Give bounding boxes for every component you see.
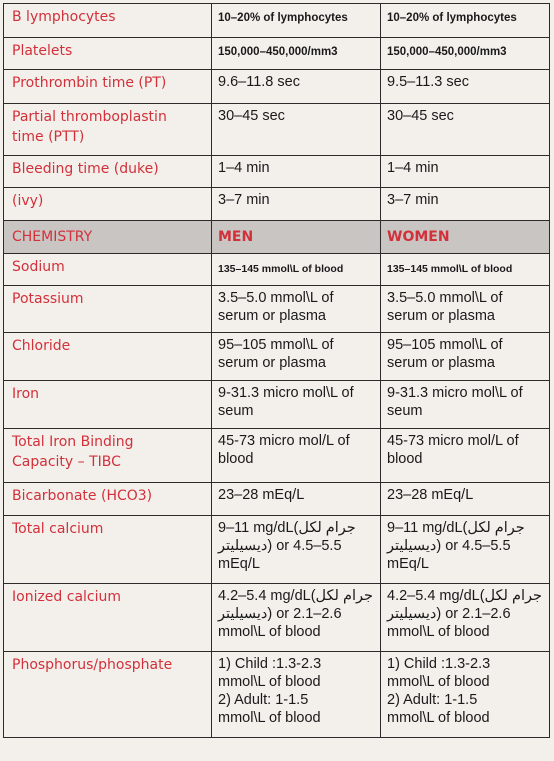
value-line: 9-31.3 micro mol\L of bbox=[387, 385, 523, 401]
value-line: 3.5–5.0 mmol\L of bbox=[218, 290, 334, 306]
women-value: 135–145 mmol\L of blood bbox=[381, 254, 550, 286]
men-value bbox=[212, 516, 381, 584]
value-line: mEq/L bbox=[387, 556, 429, 572]
value-line: ديسيليتر) or 4.5–5.5 bbox=[218, 538, 342, 554]
women-value bbox=[381, 381, 550, 429]
men-value bbox=[212, 286, 381, 333]
row-label: (ivy) bbox=[4, 188, 212, 221]
section-title: CHEMISTRY bbox=[4, 221, 212, 254]
row-label: Bleeding time (duke) bbox=[4, 156, 212, 188]
value-line: serum or plasma bbox=[218, 355, 326, 371]
women-value: 23–28 mEq/L bbox=[381, 483, 550, 516]
value-line: 95–105 mmol\L of bbox=[387, 337, 503, 353]
value-line: 45-73 micro mol/L of bbox=[387, 433, 519, 449]
value-line: ديسيليتر) or 4.5–5.5 bbox=[387, 538, 511, 554]
value-line: mEq/L bbox=[218, 556, 260, 572]
row-label: Potassium bbox=[4, 286, 212, 333]
value-line: 4.2–5.4 mg/dL(جرام لكل bbox=[218, 588, 373, 604]
row-label-line: Partial thromboplastin bbox=[12, 109, 167, 125]
table-row bbox=[4, 156, 550, 188]
women-value bbox=[381, 584, 550, 652]
row-label: Bicarbonate (HCO3) bbox=[4, 483, 212, 516]
value-line: serum or plasma bbox=[218, 308, 326, 324]
men-value bbox=[212, 584, 381, 652]
value-line: 45-73 micro mol/L of bbox=[218, 433, 350, 449]
row-label: Iron bbox=[4, 381, 212, 429]
women-value: 150,000–450,000/mm3 bbox=[381, 38, 550, 70]
men-value: 23–28 mEq/L bbox=[212, 483, 381, 516]
women-value: 3–7 min bbox=[381, 188, 550, 221]
table-row bbox=[4, 70, 550, 104]
row-label-line: Total Iron Binding bbox=[12, 434, 134, 450]
row-label: Platelets bbox=[4, 38, 212, 70]
women-value: 9.5–11.3 sec bbox=[381, 70, 550, 104]
value-line: mmol\L of blood bbox=[387, 710, 490, 726]
section-header-row bbox=[4, 221, 550, 254]
value-line: 2) Adult: 1-1.5 bbox=[218, 692, 309, 708]
men-value bbox=[212, 429, 381, 483]
row-label bbox=[4, 429, 212, 483]
table-row bbox=[4, 38, 550, 70]
row-label-line: time (PTT) bbox=[12, 129, 85, 145]
table-row bbox=[4, 286, 550, 333]
table-row bbox=[4, 381, 550, 429]
men-value: 10–20% of lymphocytes bbox=[212, 4, 381, 38]
value-line: 4.2–5.4 mg/dL(جرام لكل bbox=[387, 588, 542, 604]
men-value: 3–7 min bbox=[212, 188, 381, 221]
row-label: B lymphocytes bbox=[4, 4, 212, 38]
value-line: ديسيليتر) or 2.1–2.6 bbox=[387, 606, 511, 622]
women-value bbox=[381, 516, 550, 584]
value-line: seum bbox=[218, 403, 254, 419]
value-line: seum bbox=[387, 403, 423, 419]
men-value: 1–4 min bbox=[212, 156, 381, 188]
value-line: blood bbox=[218, 451, 254, 467]
table-row bbox=[4, 584, 550, 652]
men-value bbox=[212, 333, 381, 381]
table-row bbox=[4, 652, 550, 738]
value-line: mmol\L of blood bbox=[218, 710, 321, 726]
row-label: Ionized calcium bbox=[4, 584, 212, 652]
value-line: 3.5–5.0 mmol\L of bbox=[387, 290, 503, 306]
value-line: 95–105 mmol\L of bbox=[218, 337, 334, 353]
table-row bbox=[4, 516, 550, 584]
value-line: mmol\L of blood bbox=[387, 624, 490, 640]
value-line: 9–11 mg/dL(جرام لكل bbox=[387, 520, 525, 536]
men-value: 150,000–450,000/mm3 bbox=[212, 38, 381, 70]
row-label bbox=[4, 104, 212, 156]
men-value bbox=[212, 381, 381, 429]
value-line: 9–11 mg/dL(جرام لكل bbox=[218, 520, 356, 536]
value-line: mmol\L of blood bbox=[218, 624, 321, 640]
women-value bbox=[381, 286, 550, 333]
men-value: 9.6–11.8 sec bbox=[212, 70, 381, 104]
men-value: 135–145 mmol\L of blood bbox=[212, 254, 381, 286]
value-line: 1) Child :1.3-2.3 bbox=[387, 656, 491, 672]
value-line: mmol\L of blood bbox=[387, 674, 490, 690]
table-row bbox=[4, 429, 550, 483]
women-value bbox=[381, 333, 550, 381]
women-value bbox=[381, 429, 550, 483]
table-row bbox=[4, 483, 550, 516]
row-label: Chloride bbox=[4, 333, 212, 381]
women-column-header: WOMEN bbox=[381, 221, 550, 254]
women-value: 10–20% of lymphocytes bbox=[381, 4, 550, 38]
value-line: 2) Adult: 1-1.5 bbox=[387, 692, 478, 708]
row-label: Sodium bbox=[4, 254, 212, 286]
value-line: blood bbox=[387, 451, 423, 467]
women-value: 1–4 min bbox=[381, 156, 550, 188]
value-line: serum or plasma bbox=[387, 308, 495, 324]
lab-reference-table bbox=[3, 3, 550, 738]
row-label: Total calcium bbox=[4, 516, 212, 584]
row-label: Prothrombin time (PT) bbox=[4, 70, 212, 104]
table-row bbox=[4, 254, 550, 286]
men-value bbox=[212, 652, 381, 738]
row-label: Phosphorus/phosphate bbox=[4, 652, 212, 738]
value-line: mmol\L of blood bbox=[218, 674, 321, 690]
value-line: 1) Child :1.3-2.3 bbox=[218, 656, 322, 672]
women-value: 30–45 sec bbox=[381, 104, 550, 156]
men-value: 30–45 sec bbox=[212, 104, 381, 156]
value-line: serum or plasma bbox=[387, 355, 495, 371]
table-row bbox=[4, 104, 550, 156]
value-line: 9-31.3 micro mol\L of bbox=[218, 385, 354, 401]
table-row bbox=[4, 4, 550, 38]
table-row bbox=[4, 333, 550, 381]
row-label-line: Capacity – TIBC bbox=[12, 454, 121, 470]
men-column-header: MEN bbox=[212, 221, 381, 254]
table-row bbox=[4, 188, 550, 221]
value-line: ديسيليتر) or 2.1–2.6 bbox=[218, 606, 342, 622]
women-value bbox=[381, 652, 550, 738]
